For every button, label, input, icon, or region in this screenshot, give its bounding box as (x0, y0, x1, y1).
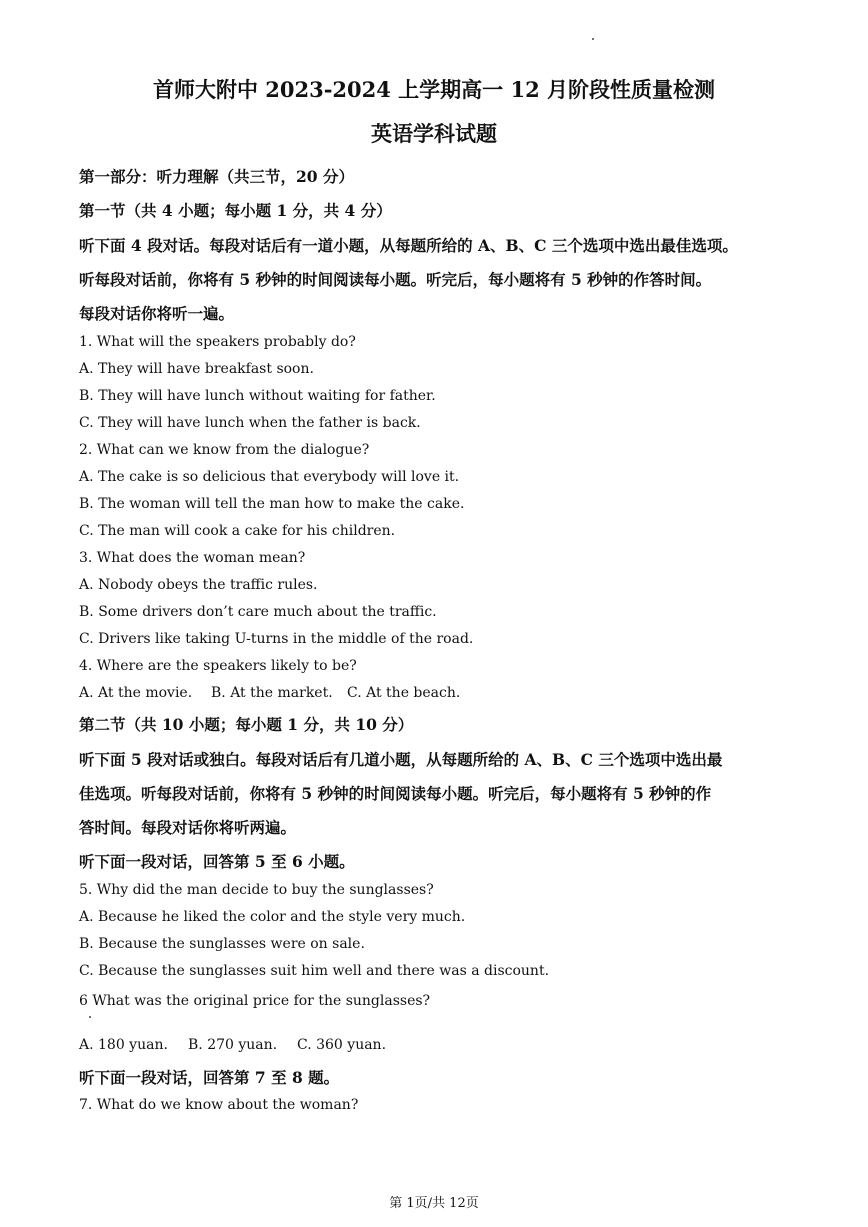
question-5-option-a: A. Because he liked the color and the style very much. (79, 909, 466, 925)
question-4: 4. Where are the speakers likely to be? (79, 658, 357, 674)
section2-instruction-2: 佳选项。听每段对话前，你将有 5 秒钟的时间阅读每小题。听完后，每小题将有 5 秒钟的作 (79, 784, 712, 803)
question-1-option-b: B. They will have lunch without waiting for father. (79, 388, 436, 404)
section1-heading: 第一节（共 4 小题；每小题 1 分，共 4 分） (79, 201, 392, 220)
section2-heading: 第二节（共 10 小题；每小题 1 分，共 10 分） (79, 715, 414, 734)
question-4-option-a: A. At the movie. (79, 685, 193, 701)
question-2: 2. What can we know from the dialogue? (79, 442, 370, 458)
question-2-option-a: A. The cake is so delicious that everybody will love it. (79, 469, 460, 485)
question-6: 6 What was the original price for the sunglasses? (79, 993, 431, 1009)
question-1: 1. What will the speakers probably do? (79, 334, 356, 350)
question-4-options (79, 685, 460, 701)
speck-mark (89, 1016, 91, 1018)
dialogue-intro-5-6: 听下面一段对话，回答第 5 至 6 小题。 (79, 852, 355, 871)
question-1-option-c: C. They will have lunch when the father is back. (79, 415, 421, 431)
section2-instruction-3: 答时间。每段对话你将听两遍。 (79, 818, 297, 837)
question-3: 3. What does the woman mean? (79, 550, 306, 566)
question-3-option-c: C. Drivers like taking U-turns in the middle of the road. (79, 631, 474, 647)
question-5-option-c: C. Because the sunglasses suit him well and there was a discount. (79, 963, 550, 979)
question-3-option-a: A. Nobody obeys the traffic rules. (79, 577, 318, 593)
section1-instruction-2: 听每段对话前，你将有 5 秒钟的时间阅读每小题。听完后，每小题将有 5 秒钟的作答时间。 (79, 270, 712, 289)
question-6-option-a: A. 180 yuan. (79, 1037, 168, 1053)
section1-instruction-3: 每段对话你将听一遍。 (79, 304, 235, 323)
question-2-option-b: B. The woman will tell the man how to make the cake. (79, 496, 465, 512)
page-number: 第 1页/共 12页 (389, 1196, 479, 1211)
part1-heading: 第一部分：听力理解（共三节，20 分） (79, 167, 354, 186)
question-6-option-c: C. 360 yuan. (297, 1037, 387, 1053)
question-6-options (79, 1037, 386, 1053)
section1-instruction-1: 听下面 4 段对话。每段对话后有一道小题，从每题所给的 A、B、C 三个选项中选出最佳选项。 (79, 236, 738, 255)
question-7: 7. What do we know about the woman? (79, 1097, 359, 1113)
question-3-option-b: B. Some drivers don’t care much about the traffic. (79, 604, 437, 620)
question-2-option-c: C. The man will cook a cake for his children. (79, 523, 396, 539)
question-4-option-c: C. At the beach. (347, 685, 461, 701)
dialogue-intro-7-8: 听下面一段对话，回答第 7 至 8 题。 (79, 1068, 340, 1087)
exam-subtitle: 英语学科试题 (371, 121, 497, 146)
question-5-option-b: B. Because the sunglasses were on sale. (79, 936, 365, 952)
speck-mark (592, 38, 594, 40)
question-1-option-a: A. They will have breakfast soon. (79, 361, 314, 377)
exam-title: 首师大附中 2023-2024 上学期高一 12 月阶段性质量检测 (152, 77, 716, 102)
question-4-option-b: B. At the market. (211, 685, 333, 701)
question-6-option-b: B. 270 yuan. (188, 1037, 278, 1053)
question-5: 5. Why did the man decide to buy the sunglasses? (79, 882, 434, 898)
section2-instruction-1: 听下面 5 段对话或独白。每段对话后有几道小题，从每题所给的 A、B、C 三个选项中选出最 (79, 750, 723, 769)
